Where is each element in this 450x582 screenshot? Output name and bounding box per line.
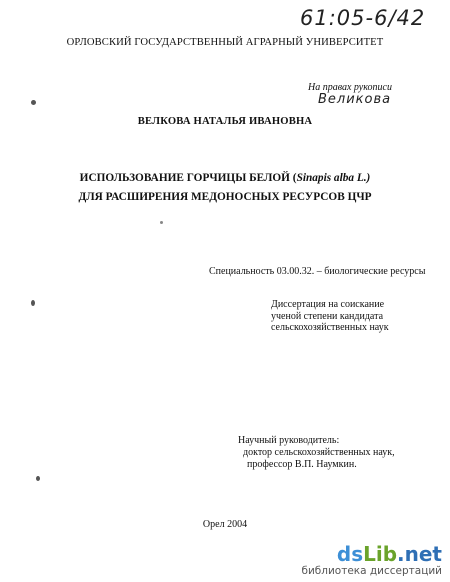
city-year: Орел 2004 (202, 519, 248, 530)
dslib-watermark[interactable] (301, 544, 442, 577)
scan-speck (160, 221, 163, 224)
rights-note: На правах рукописи (308, 82, 392, 93)
dslib-tagline: библиотека диссертаций (301, 565, 442, 577)
dslib-logo-ds: ds (336, 542, 364, 566)
thesis-title-line-1 (0, 172, 450, 184)
dissertation-info (271, 299, 389, 334)
supervisor-line: профессор В.П. Наумкин. (247, 459, 357, 470)
scan-speck (31, 100, 36, 105)
supervisor-line: Научный руководитель: (238, 435, 340, 446)
archive-handwritten-number: 61:05-6/42 (300, 6, 426, 30)
thesis-title-latin: Sinapis alba L.) (296, 172, 371, 184)
dslib-logo (301, 544, 442, 564)
dissertation-line: сельскохозяйственных наук (271, 322, 389, 333)
dslib-logo-lib: Lib (363, 542, 398, 566)
dslib-logo-net: .net (397, 542, 442, 566)
specialty: Специальность 03.00.32. – биологические ресурсы (209, 266, 426, 277)
author-name: ВЕЛКОВА НАТАЛЬЯ ИВАНОВНА (137, 116, 313, 127)
university-name: ОРЛОВСКИЙ ГОСУДАРСТВЕННЫЙ АГРАРНЫЙ УНИВЕРСИТЕТ (66, 37, 384, 48)
supervisor-line: доктор сельскохозяйственных наук, (243, 447, 395, 458)
scan-speck (31, 300, 35, 306)
dissertation-line: ученой степени кандидата (271, 310, 384, 322)
thesis-title-line-2: ДЛЯ РАСШИРЕНИЯ МЕДОНОСНЫХ РЕСУРСОВ ЦЧР (78, 191, 372, 203)
supervisor-info (238, 435, 395, 471)
scan-speck (36, 476, 40, 481)
thesis-title-prefix: ИСПОЛЬЗОВАНИЕ ГОРЧИЦЫ БЕЛОЙ ( (79, 172, 297, 184)
author-signature: Великова (318, 92, 392, 107)
dissertation-line: Диссертация на соискание (271, 299, 385, 310)
